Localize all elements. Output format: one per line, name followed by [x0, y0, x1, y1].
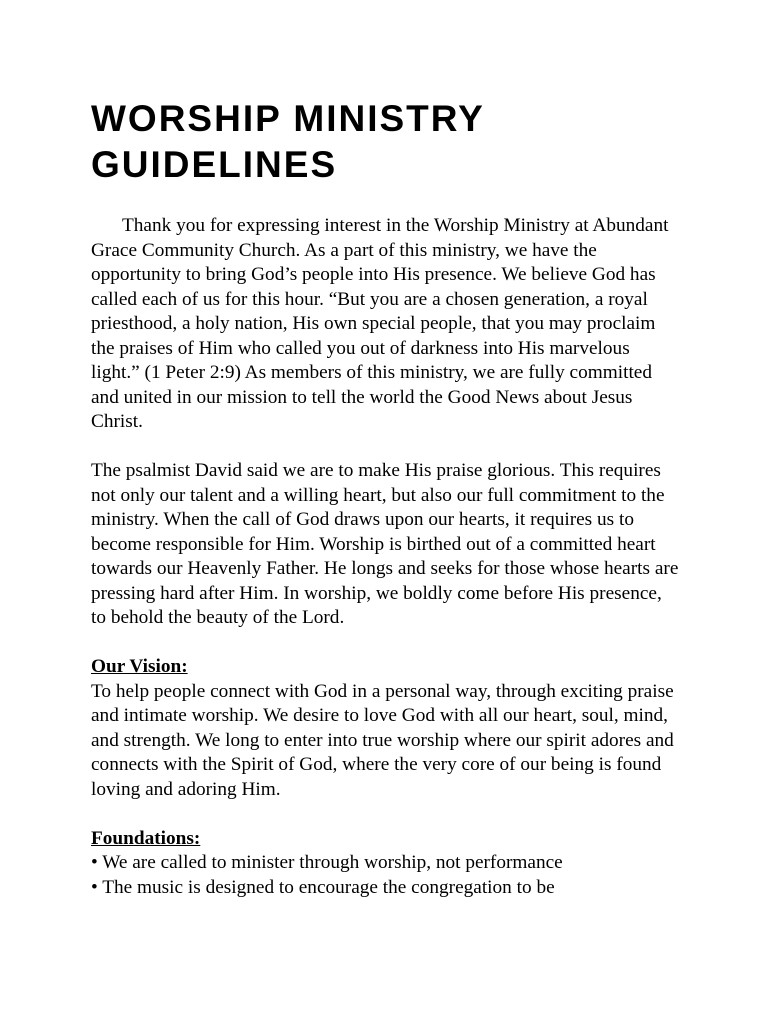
intro-paragraph: Thank you for expressing interest in the Worship Ministry at Abundant Grace Community Church. As a part of this ministry, we have the opportunity to bring God’s people into His presence. We believe God has called each of us for this hour. “But you are a chosen generation, a royal priesthood, a holy nation, His own special people, that you may proclaim the praises of Him who called you out of darkness into His marvelous light.” (1 Peter 2:9) As members of this ministry, we are fully committed and united in our mission to tell the world the Good News about Jesus Christ.	[91, 215, 669, 432]
vision-section	[91, 655, 681, 802]
foundations-section	[91, 827, 681, 901]
title-line-1: WORSHIP MINISTRY	[91, 98, 485, 139]
list-item: • The music is designed to encourage the congregation to be	[91, 876, 555, 898]
document-title	[91, 96, 681, 188]
foundations-list	[91, 851, 681, 900]
list-item: • We are called to minister through worship, not performance	[91, 852, 563, 873]
document-body	[91, 214, 681, 900]
foundations-heading: Foundations:	[91, 827, 201, 849]
vision-heading: Our Vision:	[91, 656, 188, 677]
document-page	[91, 96, 681, 900]
title-line-2: GUIDELINES	[91, 144, 338, 185]
vision-text: To help people connect with God in a personal way, through exciting praise and intimate worship. We desire to love God with all our heart, soul, mind, and strength. We long to enter into true worship where our spirit adores and connects with the Spirit of God, where the very core of our being is found loving and adoring Him.	[91, 680, 674, 800]
psalmist-paragraph: The psalmist David said we are to make His praise glorious. This requires not only our talent and a willing heart, but also our full commitment to the ministry. When the call of God draws upon our hearts, it requires us to become responsible for Him. Worship is birthed out of a committed heart towards our Heavenly Father. He longs and seeks for those whose hearts are pressing hard after Him. In worship, we boldly come before His presence, to behold the beauty of the Lord.	[91, 460, 679, 628]
